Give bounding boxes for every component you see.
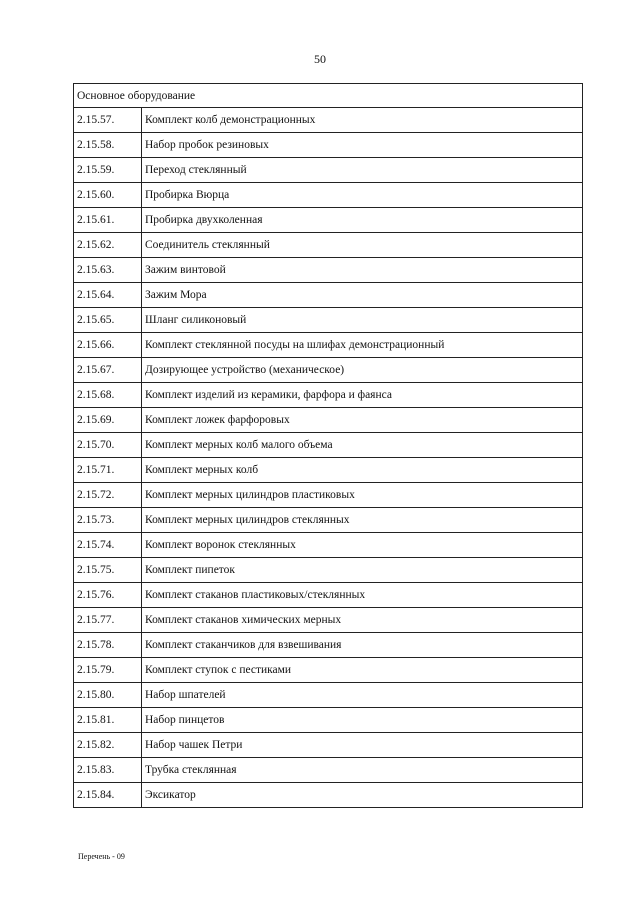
item-number: 2.15.70.	[74, 433, 142, 458]
item-name: Комплект стеклянной посуды на шлифах демонстрационный	[142, 333, 583, 358]
table-row	[74, 258, 583, 283]
item-name: Трубка стеклянная	[142, 758, 583, 783]
item-number: 2.15.67.	[74, 358, 142, 383]
table-row	[74, 458, 583, 483]
item-name: Переход стеклянный	[142, 158, 583, 183]
item-number: 2.15.76.	[74, 583, 142, 608]
item-number: 2.15.66.	[74, 333, 142, 358]
table-row	[74, 483, 583, 508]
item-name: Комплект колб демонстрационных	[142, 108, 583, 133]
table-row	[74, 558, 583, 583]
item-name: Комплект стаканчиков для взвешивания	[142, 633, 583, 658]
item-number: 2.15.78.	[74, 633, 142, 658]
table-row	[74, 358, 583, 383]
item-name: Пробирка Вюрца	[142, 183, 583, 208]
item-name: Комплект мерных колб	[142, 458, 583, 483]
item-name: Комплект изделий из керамики, фарфора и фаянса	[142, 383, 583, 408]
item-number: 2.15.77.	[74, 608, 142, 633]
item-name: Пробирка двухколенная	[142, 208, 583, 233]
item-name: Шланг силиконовый	[142, 308, 583, 333]
table-row	[74, 333, 583, 358]
table-row	[74, 183, 583, 208]
item-name: Соединитель стеклянный	[142, 233, 583, 258]
item-number: 2.15.82.	[74, 733, 142, 758]
item-name: Набор чашек Петри	[142, 733, 583, 758]
item-number: 2.15.63.	[74, 258, 142, 283]
table-row	[74, 383, 583, 408]
item-number: 2.15.79.	[74, 658, 142, 683]
item-number: 2.15.68.	[74, 383, 142, 408]
item-number: 2.15.80.	[74, 683, 142, 708]
item-number: 2.15.75.	[74, 558, 142, 583]
item-number: 2.15.71.	[74, 458, 142, 483]
item-name: Комплект мерных цилиндров пластиковых	[142, 483, 583, 508]
table-row	[74, 108, 583, 133]
item-number: 2.15.81.	[74, 708, 142, 733]
page-number: 50	[314, 52, 326, 66]
table-row	[74, 283, 583, 308]
table-row	[74, 783, 583, 808]
item-name: Комплект пипеток	[142, 558, 583, 583]
item-name: Зажим Мора	[142, 283, 583, 308]
item-name: Набор пробок резиновых	[142, 133, 583, 158]
table-row	[74, 733, 583, 758]
item-name: Комплект стаканов пластиковых/стеклянных	[142, 583, 583, 608]
table-row	[74, 308, 583, 333]
item-name: Набор пинцетов	[142, 708, 583, 733]
item-number: 2.15.60.	[74, 183, 142, 208]
item-number: 2.15.62.	[74, 233, 142, 258]
item-number: 2.15.57.	[74, 108, 142, 133]
table-row	[74, 208, 583, 233]
table-row	[74, 508, 583, 533]
item-number: 2.15.72.	[74, 483, 142, 508]
equipment-table-body	[74, 84, 583, 808]
table-row	[74, 533, 583, 558]
table-row	[74, 233, 583, 258]
table-row	[74, 658, 583, 683]
section-header: Основное оборудование	[74, 84, 583, 108]
item-number: 2.15.84.	[74, 783, 142, 808]
table-row	[74, 608, 583, 633]
section-header-row	[74, 84, 583, 108]
item-name: Комплект ступок с пестиками	[142, 658, 583, 683]
item-number: 2.15.64.	[74, 283, 142, 308]
item-number: 2.15.61.	[74, 208, 142, 233]
item-number: 2.15.74.	[74, 533, 142, 558]
item-name: Дозирующее устройство (механическое)	[142, 358, 583, 383]
equipment-table	[73, 83, 583, 808]
table-row	[74, 758, 583, 783]
item-name: Эксикатор	[142, 783, 583, 808]
item-number: 2.15.65.	[74, 308, 142, 333]
item-name: Комплект стаканов химических мерных	[142, 608, 583, 633]
table-row	[74, 633, 583, 658]
table-row	[74, 683, 583, 708]
item-name: Зажим винтовой	[142, 258, 583, 283]
item-name: Комплект воронок стеклянных	[142, 533, 583, 558]
item-number: 2.15.83.	[74, 758, 142, 783]
item-number: 2.15.59.	[74, 158, 142, 183]
item-name: Комплект мерных колб малого объема	[142, 433, 583, 458]
table-row	[74, 408, 583, 433]
table-row	[74, 158, 583, 183]
item-name: Комплект мерных цилиндров стеклянных	[142, 508, 583, 533]
footer-text: Перечень - 09	[78, 852, 125, 861]
table-row	[74, 708, 583, 733]
item-number: 2.15.69.	[74, 408, 142, 433]
table-row	[74, 133, 583, 158]
item-name: Комплект ложек фарфоровых	[142, 408, 583, 433]
table-row	[74, 433, 583, 458]
table-row	[74, 583, 583, 608]
item-number: 2.15.58.	[74, 133, 142, 158]
item-name: Набор шпателей	[142, 683, 583, 708]
item-number: 2.15.73.	[74, 508, 142, 533]
